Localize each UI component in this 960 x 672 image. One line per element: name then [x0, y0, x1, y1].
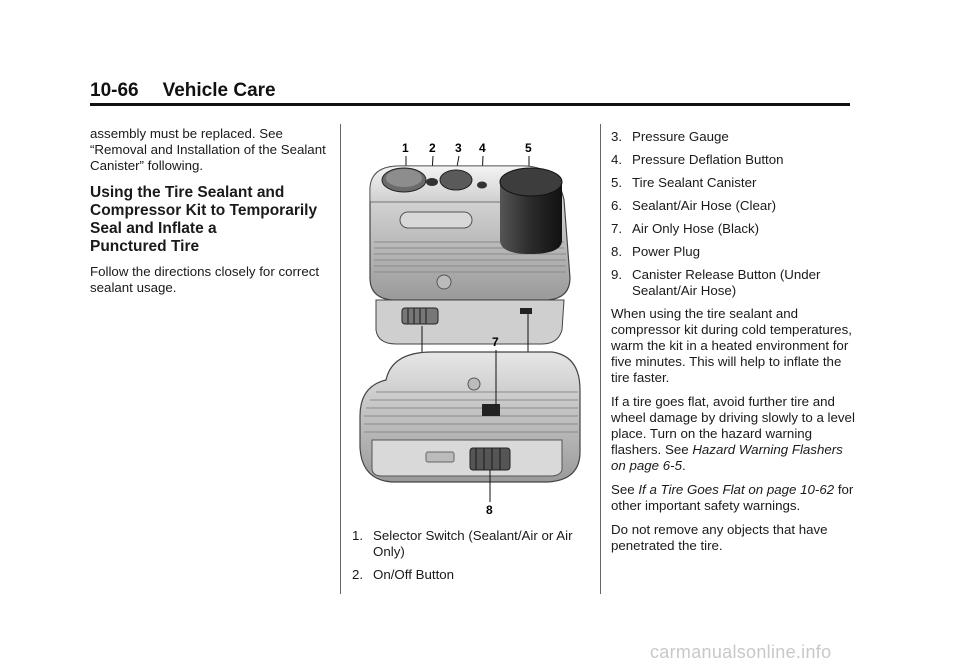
- item-number: 4.: [611, 152, 623, 167]
- caption-text: Selector Switch (Sealant/Air or Air Only): [373, 528, 573, 559]
- compressor-kit-figure: [352, 130, 588, 518]
- intro-paragraph: assembly must be replaced. See “Removal and Installation of the Sealant Canister” following.: [90, 126, 326, 173]
- heading-line: Using the Tire Sealant and: [90, 184, 285, 201]
- flat-tire-text-end: .: [681, 458, 686, 473]
- parts-list-item: [611, 175, 856, 191]
- parts-list-item: [611, 198, 856, 214]
- callout-4: 4: [479, 141, 486, 155]
- parts-list-item: [611, 129, 856, 145]
- caption-number: 2.: [352, 567, 364, 582]
- item-text: Air Only Hose (Black): [632, 221, 760, 236]
- safety-warning-paragraph: [611, 482, 856, 514]
- caption-item: [352, 567, 588, 583]
- callout-3: 3: [455, 141, 462, 155]
- heading-line: Seal and Inflate a: [90, 220, 217, 237]
- callout-7: 7: [492, 335, 499, 349]
- parts-list-item: [611, 244, 856, 260]
- parts-list-item: [611, 152, 856, 168]
- objects-paragraph: Do not remove any objects that have penetrated the tire.: [611, 522, 828, 553]
- heading-line: Compressor Kit to Temporarily: [90, 202, 318, 219]
- parts-list-item: [611, 267, 856, 299]
- column-divider-1: [340, 124, 341, 594]
- caption-text: On/Off Button: [373, 567, 455, 582]
- safety-text-end: for other important safety warnings.: [611, 482, 854, 513]
- page-number: 10-66: [90, 80, 139, 101]
- callout-2: 2: [429, 141, 436, 155]
- callout-1: 1: [402, 141, 409, 155]
- column-divider-2: [600, 124, 601, 594]
- item-text: Pressure Deflation Button: [632, 152, 784, 167]
- compressor-top-view: [370, 166, 570, 344]
- caption-item: [352, 528, 588, 560]
- item-text: Sealant/Air Hose (Clear): [632, 198, 777, 213]
- item-text: Power Plug: [632, 244, 700, 259]
- callout-5: 5: [525, 141, 532, 155]
- item-number: 5.: [611, 175, 623, 190]
- page-header: [90, 80, 276, 102]
- item-number: 6.: [611, 198, 623, 213]
- item-text: Pressure Gauge: [632, 129, 729, 144]
- item-number: 3.: [611, 129, 623, 144]
- column-1: [90, 126, 330, 304]
- cold-weather-paragraph: When using the tire sealant and compressor kit during cold temperatures, warm the kit in a heated environment for five minutes. This will help to inflate the tire faster.: [611, 306, 852, 385]
- header-rule: [90, 103, 850, 106]
- item-number: 9.: [611, 267, 623, 282]
- hazard-flashers-reference: Hazard Warning Flashers on page 6-5: [611, 442, 843, 473]
- column-2: [352, 130, 588, 590]
- item-text: Tire Sealant Canister: [632, 175, 757, 190]
- section-heading: [90, 184, 330, 256]
- parts-list-item: [611, 221, 856, 237]
- tire-flat-reference: If a Tire Goes Flat on page 10-62: [638, 482, 835, 497]
- caption-number: 1.: [352, 528, 364, 543]
- callout-8: 8: [486, 503, 493, 517]
- item-number: 8.: [611, 244, 623, 259]
- item-text: Canister Release Button (Under Sealant/Air Hose): [632, 267, 821, 298]
- compressor-bottom-view: [360, 352, 580, 482]
- directions-paragraph: Follow the directions closely for correct sealant usage.: [90, 264, 320, 295]
- column-3: [611, 129, 856, 562]
- item-number: 7.: [611, 221, 623, 236]
- safety-text-start: See: [611, 482, 639, 497]
- flat-tire-text: If a tire goes flat, avoid further tire and wheel damage by driving slowly to a level place. Turn on the hazard warning flashers. See: [611, 394, 855, 457]
- heading-line: Punctured Tire: [90, 238, 200, 255]
- flat-tire-paragraph: [611, 394, 856, 474]
- watermark: carmanualsonline.info: [650, 642, 832, 662]
- parts-list: [611, 129, 856, 299]
- figure-captions: [352, 528, 588, 583]
- section-title: Vehicle Care: [162, 80, 276, 101]
